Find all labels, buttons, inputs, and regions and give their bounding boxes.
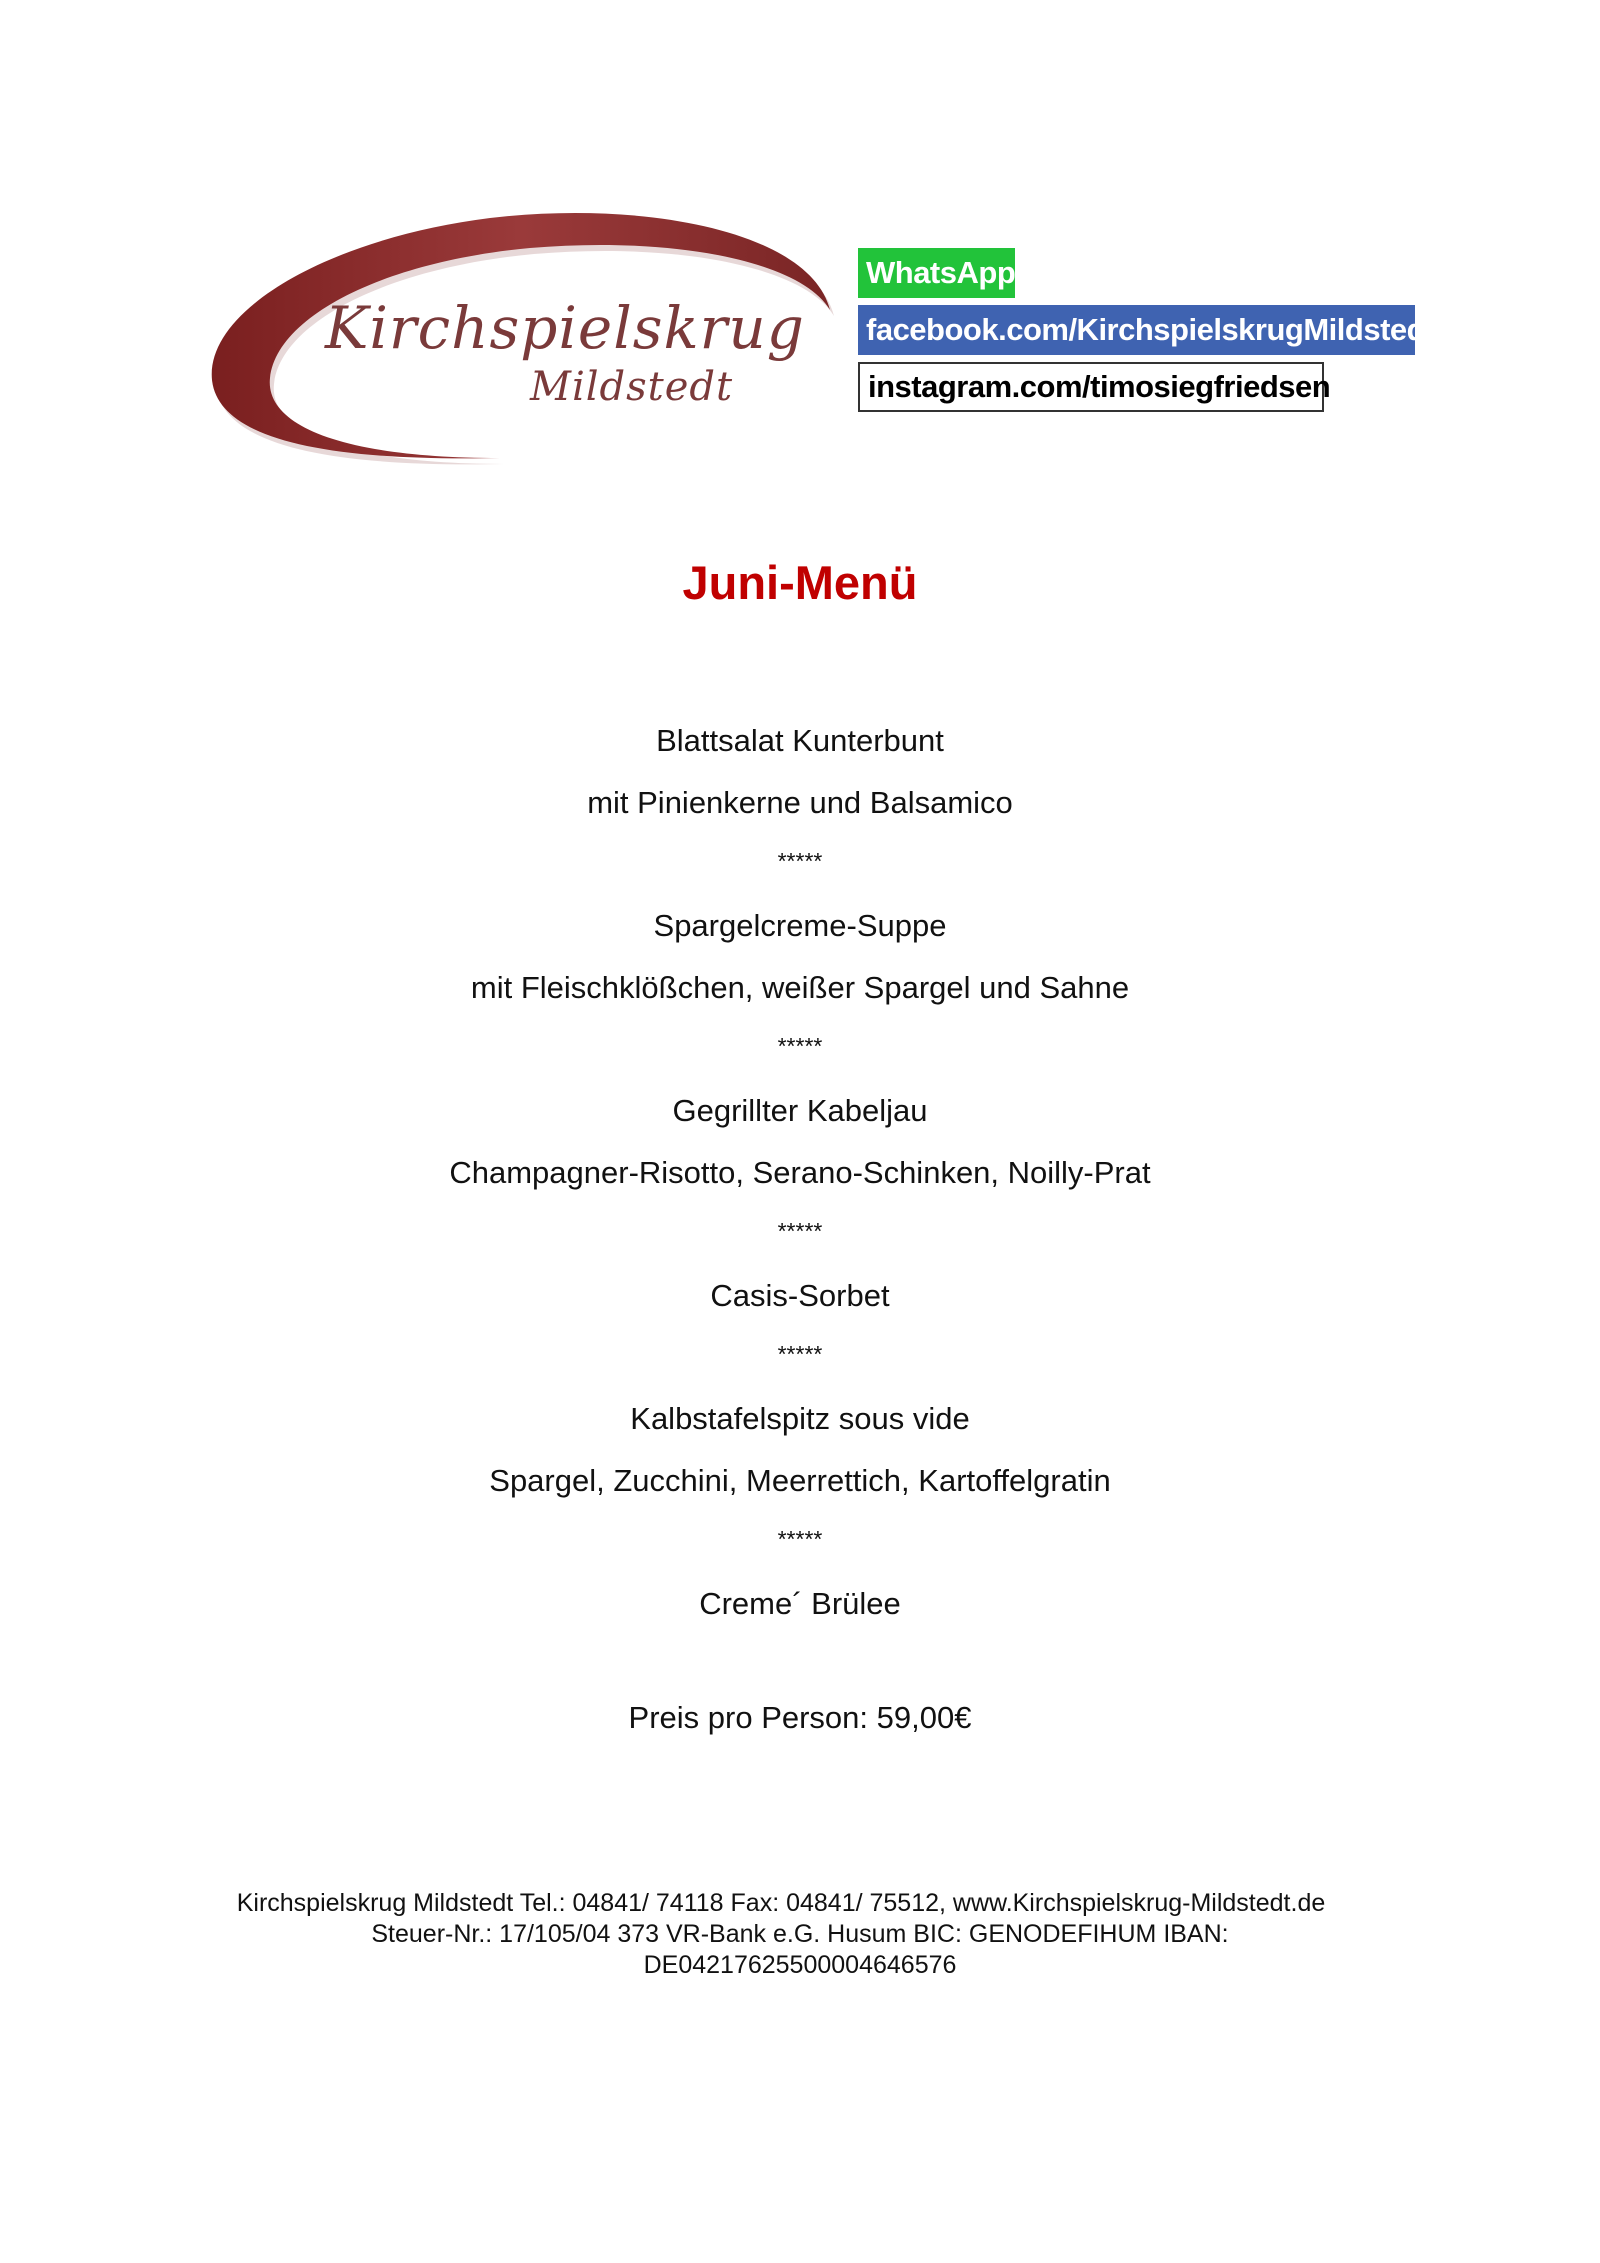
- price-per-person: Preis pro Person: 59,00€: [628, 1700, 972, 1735]
- footer-iban-line: DE04217625500004646576: [643, 1951, 957, 1979]
- footer-contact: [0, 1888, 1600, 1981]
- course-name: Gegrillter Kabeljau: [672, 1093, 928, 1128]
- course-name: Spargelcreme-Suppe: [653, 908, 947, 943]
- course-detail: Spargel, Zucchini, Meerrettich, Kartoffelgratin: [489, 1463, 1111, 1498]
- course-separator: *****: [777, 848, 823, 874]
- facebook-link[interactable]: facebook.com/KirchspielskrugMildstedt: [858, 305, 1415, 355]
- footer-bank-line: Steuer-Nr.: 17/105/04 373 VR-Bank e.G. Husum BIC: GENODEFIHUM IBAN:: [371, 1920, 1229, 1948]
- course-detail: mit Pinienkerne und Balsamico: [587, 785, 1013, 820]
- instagram-link[interactable]: instagram.com/timosiegfriedsen: [858, 362, 1324, 412]
- course-name: Creme´ Brülee: [699, 1586, 901, 1621]
- menu-courses: [0, 710, 1600, 1635]
- logo-place-text: Mildstedt: [530, 364, 734, 410]
- course-name: Blattsalat Kunterbunt: [656, 723, 944, 758]
- course-separator: *****: [777, 1218, 823, 1244]
- footer-contact-line: Kirchspielskrug Mildstedt Tel.: 04841/ 74118 Fax: 04841/ 75512, www.Kirchspielskrug-Mildstedt.de: [236, 1889, 1326, 1917]
- whatsapp-link[interactable]: WhatsApp: [858, 248, 1015, 298]
- course-detail: mit Fleischklößchen, weißer Spargel und Sahne: [470, 970, 1130, 1005]
- course-name: Kalbstafelspitz sous vide: [630, 1401, 970, 1436]
- restaurant-logo: [200, 200, 840, 470]
- menu-title: Juni-Menü: [682, 556, 918, 609]
- course-separator: *****: [777, 1033, 823, 1059]
- course-detail: Champagner-Risotto, Serano-Schinken, Noilly-Prat: [449, 1155, 1151, 1190]
- logo-name-text: Kirchspielskrug: [325, 294, 805, 362]
- course-separator: *****: [777, 1526, 823, 1552]
- course-name: Casis-Sorbet: [710, 1278, 890, 1313]
- course-separator: *****: [777, 1341, 823, 1367]
